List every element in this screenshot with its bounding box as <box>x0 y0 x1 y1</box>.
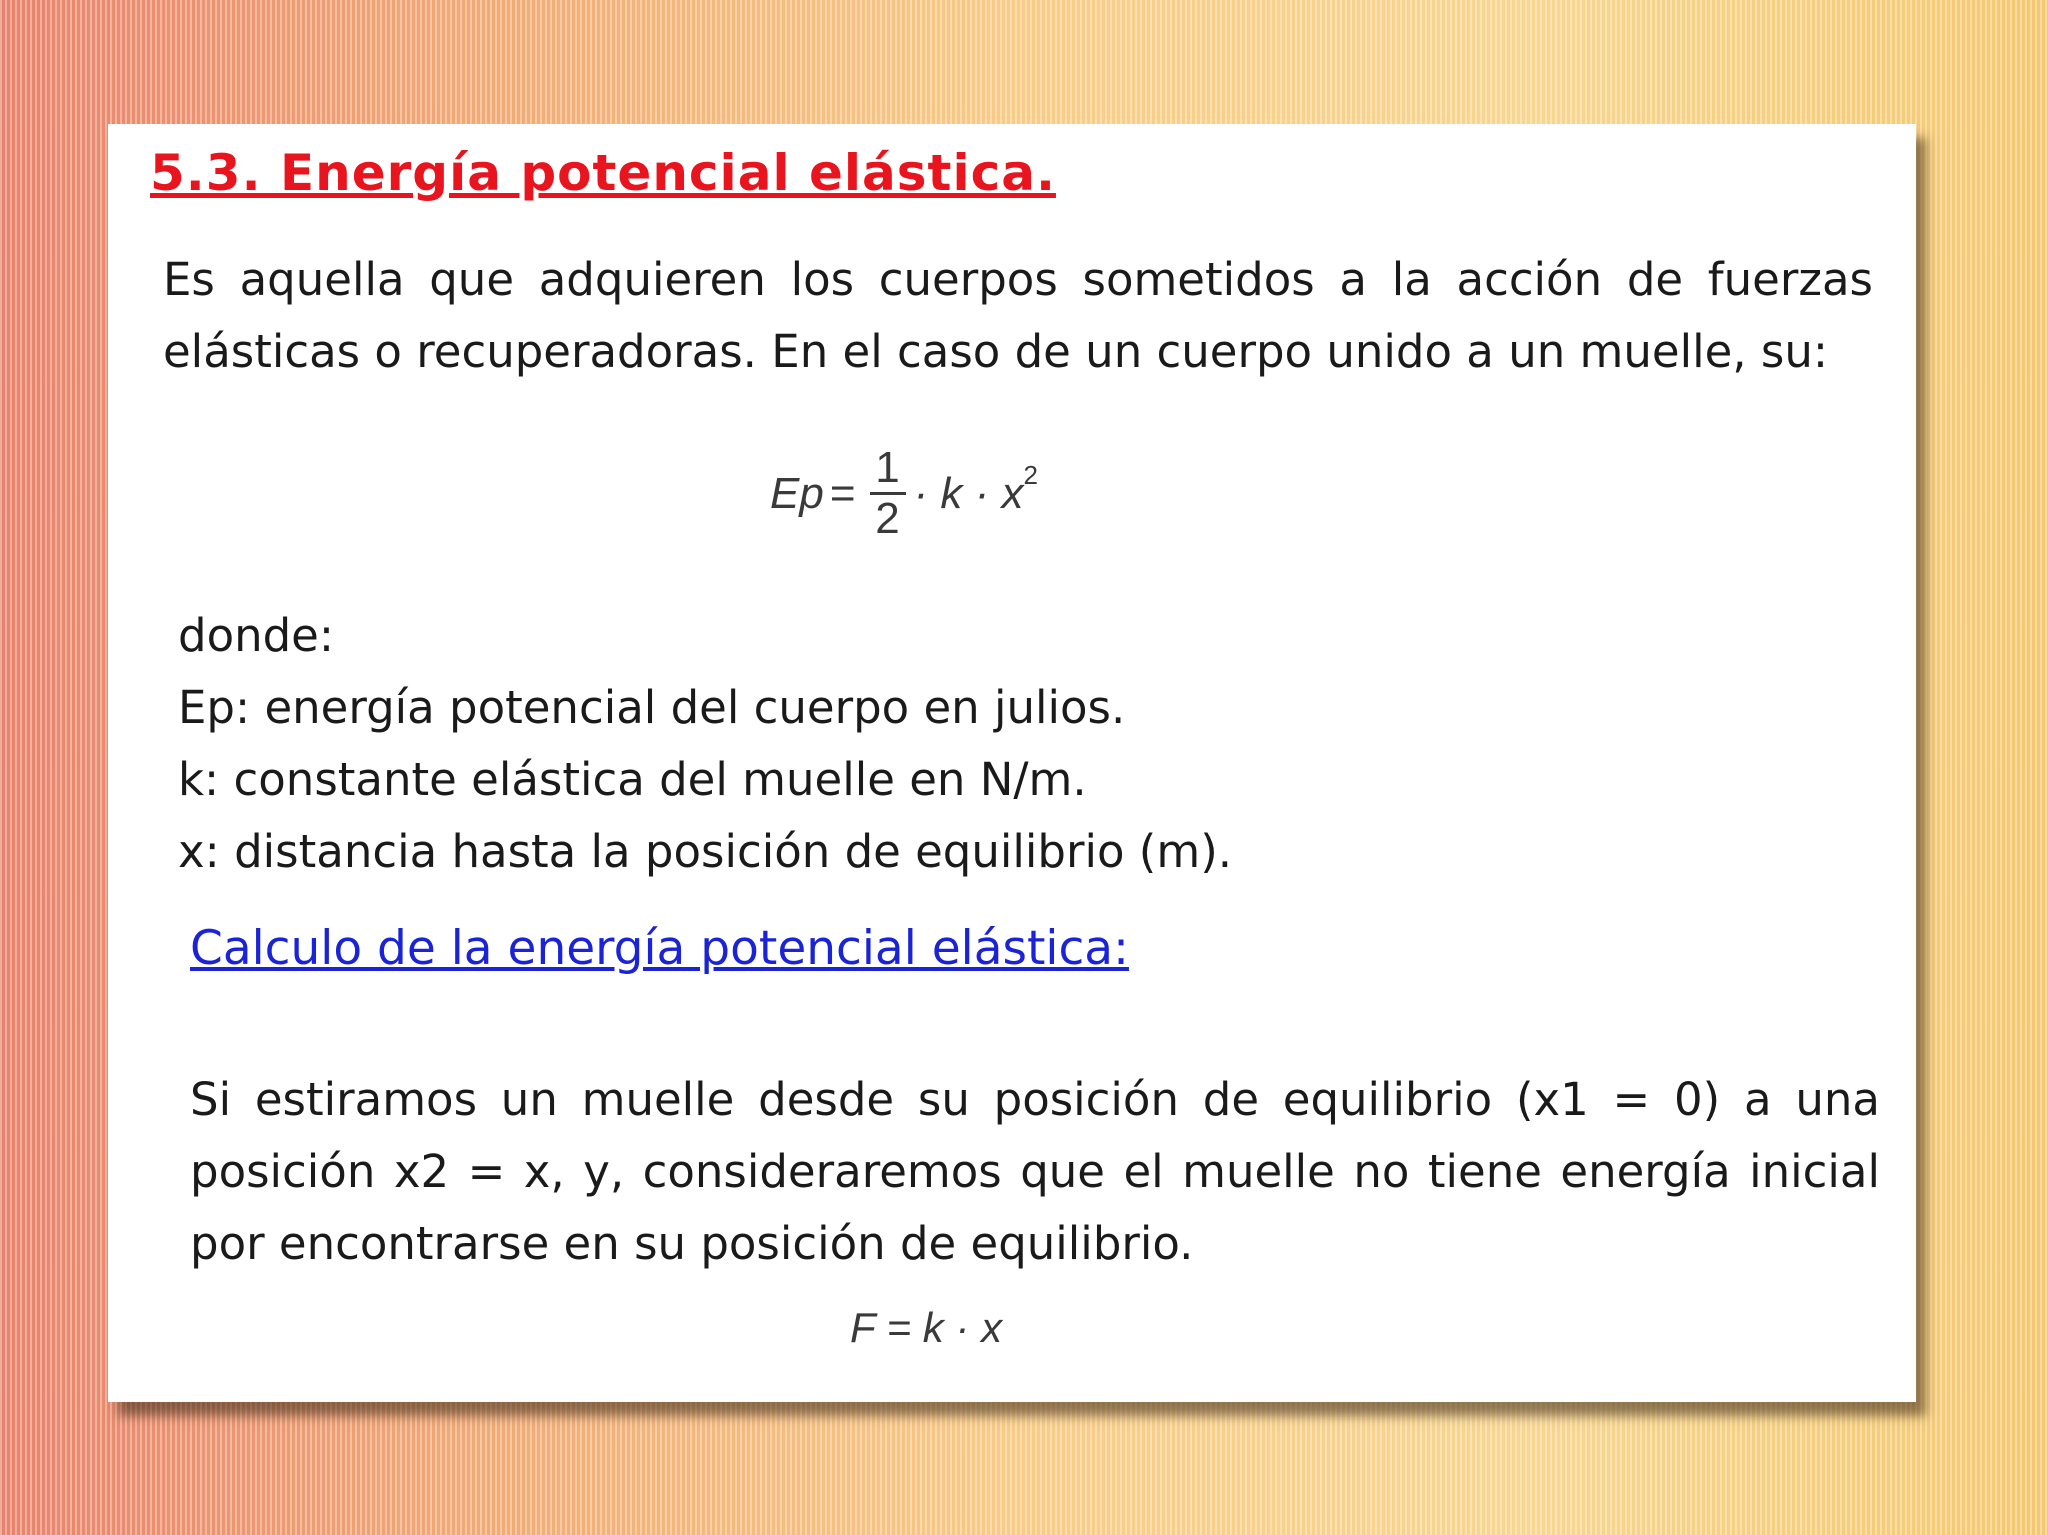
formula-equals: = <box>829 468 856 518</box>
slide-card <box>108 124 1916 1402</box>
fraction-denominator: 2 <box>875 494 900 543</box>
formula-exponent: 2 <box>1023 460 1038 490</box>
definition-line: Ep: energía potencial del cuerpo en julios. <box>178 681 1126 734</box>
definition-line: donde: <box>178 609 335 662</box>
fraction-numerator: 1 <box>875 443 900 492</box>
calculation-subtitle-link[interactable]: Calculo de la energía potencial elástica: <box>190 921 1129 976</box>
formula-lhs: Ep <box>770 468 824 518</box>
formula-fraction <box>870 444 906 543</box>
explanation-paragraph: Si estiramos un muelle desde su posición de equilibrio (x1 = 0) a una posición x2 = x, y, consideraremos que el muelle no tiene energía inicial por encontrarse en su posición de equilibrio. <box>190 1073 1880 1270</box>
definition-line: x: distancia hasta la posición de equilibrio (m). <box>178 825 1233 878</box>
slide-title: 5.3. Energía potencial elástica. <box>150 144 1056 202</box>
force-formula: F = k · x <box>850 1304 1003 1351</box>
elastic-energy-formula <box>770 444 1038 543</box>
definition-line: k: constante elástica del muelle en N/m. <box>178 753 1087 806</box>
definitions-list <box>178 600 1232 888</box>
formula-rhs: · k · x <box>913 468 1024 518</box>
intro-paragraph: Es aquella que adquieren los cuerpos sometidos a la acción de fuerzas elásticas o recuperadoras. En el caso de un cuerpo unido a un muelle, su: <box>163 253 1873 378</box>
